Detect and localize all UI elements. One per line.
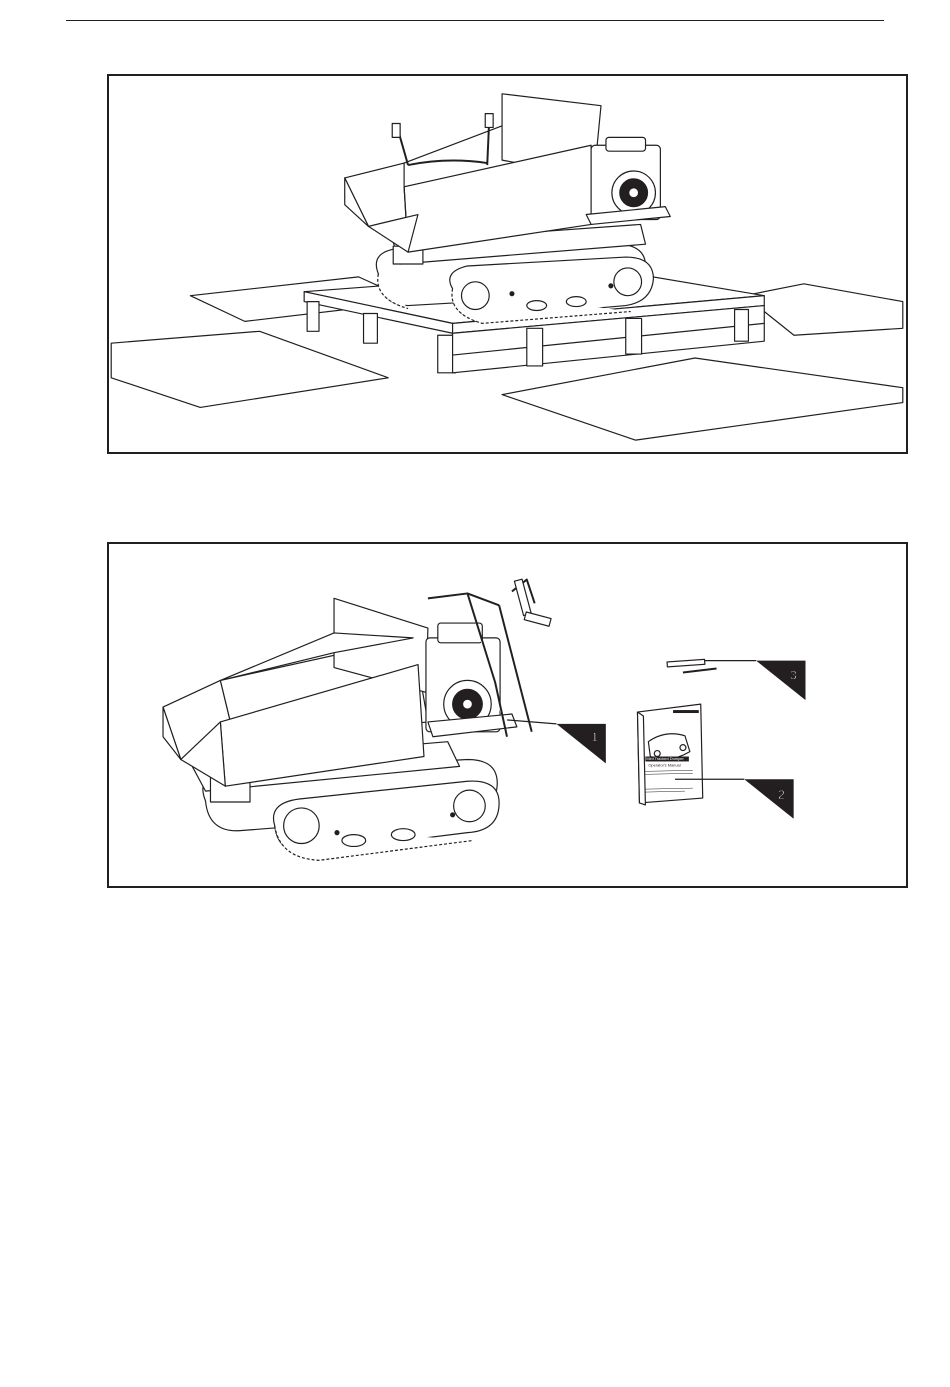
dumper-illustration bbox=[163, 579, 551, 860]
engine bbox=[586, 137, 670, 224]
callout-number: 3 bbox=[789, 667, 797, 683]
figure-unpacking-pallet bbox=[107, 74, 908, 454]
floor-board bbox=[744, 284, 902, 335]
manual-title: Mini Tracked Dumper bbox=[646, 755, 684, 761]
callout-3 bbox=[705, 661, 806, 701]
callout-1 bbox=[507, 720, 606, 763]
box-contents-illustration bbox=[109, 544, 906, 886]
callout-number: 2 bbox=[777, 787, 785, 803]
floor-board bbox=[111, 331, 388, 407]
floor-board bbox=[502, 358, 903, 440]
manual-subtitle: Operator's Manual bbox=[648, 762, 681, 768]
tool-pieces bbox=[667, 659, 717, 672]
dumper-on-pallet-illustration bbox=[109, 76, 906, 452]
header-rule bbox=[66, 20, 884, 21]
operators-manual-booklet bbox=[637, 704, 702, 805]
skip-hopper bbox=[345, 94, 601, 252]
callout-number: 1 bbox=[591, 729, 599, 745]
figure-box-contents bbox=[107, 542, 908, 888]
